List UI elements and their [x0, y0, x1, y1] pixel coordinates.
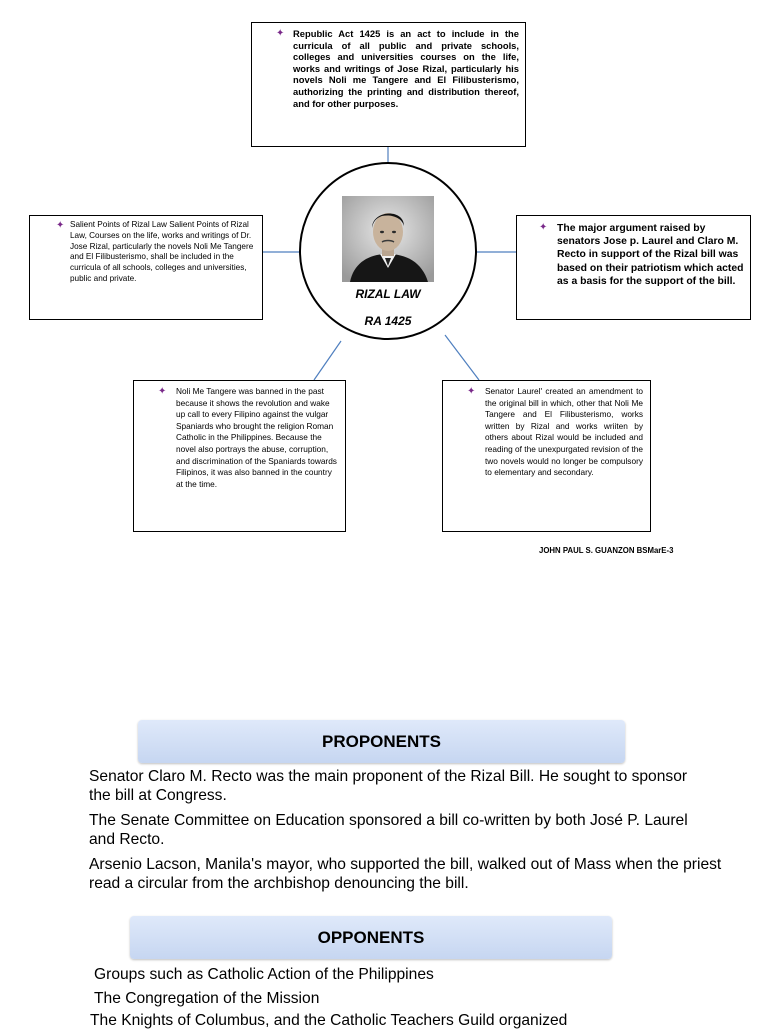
connector-bottom-left	[314, 341, 341, 380]
proponent-item: The Senate Committee on Education sponsored a bill co-written by both José P. Laurel and Recto.	[89, 812, 688, 848]
node-box-right	[516, 215, 751, 320]
connector-bottom-right	[445, 335, 479, 380]
bullet-icon: ✦	[276, 28, 285, 39]
node-box-bottom-right	[442, 380, 651, 532]
proponent-item: Senator Claro M. Recto was the main proponent of the Rizal Bill. He sought to sponsor the bill at Congress.	[89, 768, 688, 804]
node-text-right: The major argument raised by senators Jose p. Laurel and Claro M. Recto in support of the Rizal bill was based on their patriotism which acted as a basis for the support of the bill.	[557, 223, 744, 287]
portrait-image	[342, 196, 434, 282]
node-box-top	[251, 22, 526, 147]
bullet-icon: ✦	[467, 386, 476, 397]
opponent-item: The Congregation of the Mission	[94, 990, 320, 1007]
node-text-bottom-right: Senator Laurel' created an amendment to the original bill in which, other that Noli Me Tangere and El Filibusterismo, works written by Rizal and works wriiten by others about Rizal would be included and reading of the unexpurgated revision of the two novels would no longer be compulsory to elementary and secondary.	[485, 386, 643, 478]
node-text-bottom-left: Noli Me Tangere was banned in the past because it shows the revolution and wake up call to every Filipino against the vulgar Spaniards who brought the religion Roman Catholic in the Philippines. Because the novel also portrays the abuse, corruption, and discrimination of the Spaniards towards Filipinos, it was also banned in the country at the time.	[176, 386, 337, 489]
opponent-item: Groups such as Catholic Action of the Philippines	[94, 966, 434, 983]
node-text-top: Republic Act 1425 is an act to include in the curricula of all public and private schools, colleges and universities courses on the life, works and writings of Jose Rizal, particularly his novels Noli me Tangere and El Filibusterismo, authorizing the printing and distribution thereof, and for other purposes.	[293, 28, 519, 109]
bullet-icon: ✦	[56, 220, 65, 231]
proponent-item: Arsenio Lacson, Manila's mayor, who supported the bill, walked out of Mass when the priest read a circular from the archbishop denouncing the bill.	[89, 856, 722, 892]
opponent-item: The Knights of Columbus, and the Catholic Teachers Guild organized	[90, 1012, 568, 1029]
node-box-left	[29, 215, 263, 320]
bullet-icon: ✦	[539, 222, 548, 233]
node-text-left: Salient Points of Rizal Law Salient Points of Rizal Law, Courses on the life, works and writings of Dr. Jose Rizal, particularly the novels Noli Me Tangere and El Filibusterismo, shall be included in the curricula of all schools, colleges and universities, public and private.	[70, 220, 254, 283]
node-box-bottom-left	[133, 380, 346, 532]
opponents-heading: OPPONENTS	[130, 916, 612, 959]
center-title: RIZAL LAW	[355, 287, 421, 301]
center-subtitle: RA 1425	[364, 314, 412, 328]
proponents-heading: PROPONENTS	[138, 720, 625, 763]
bullet-icon: ✦	[158, 386, 167, 397]
author-credit: JOHN PAUL S. GUANZON BSMarE-3	[539, 546, 674, 555]
